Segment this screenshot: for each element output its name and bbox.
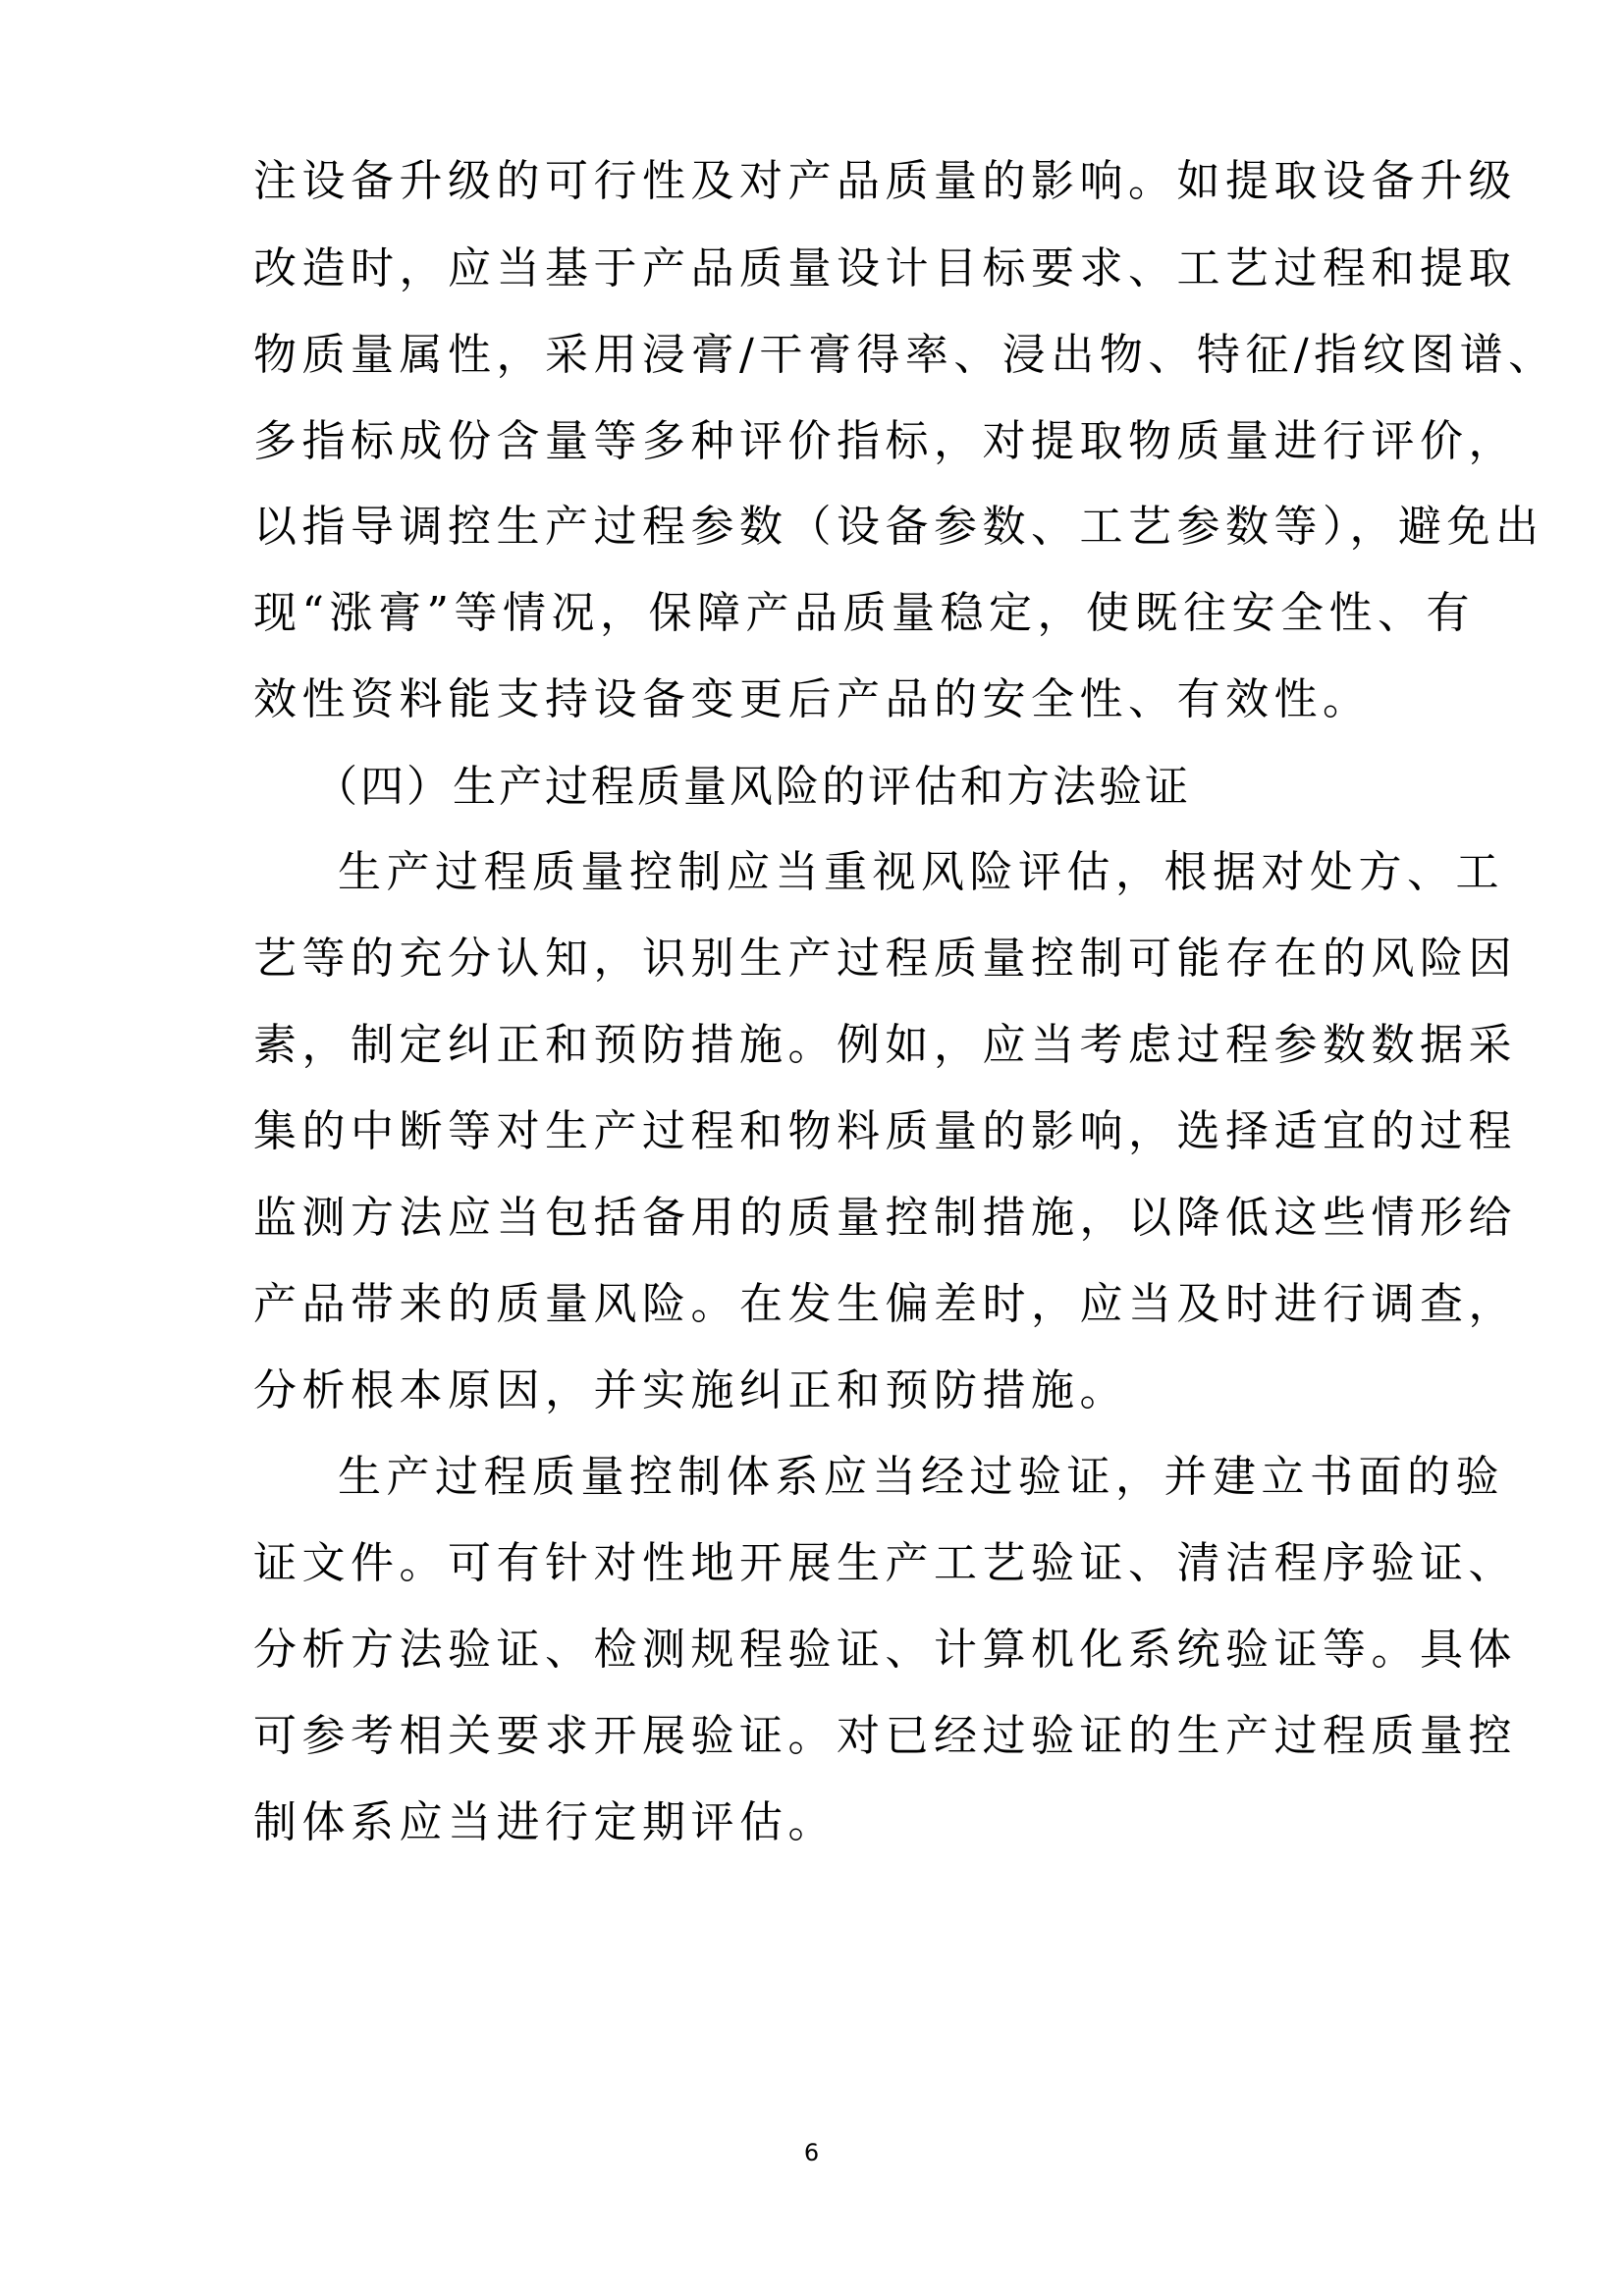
body-text-line: 素，制定纠正和预防措施。例如，应当考虑过程参数数据采 bbox=[253, 1020, 1517, 1070]
body-text-line: 物质量属性，采用浸膏/干膏得率、浸出物、特征/指纹图谱、 bbox=[253, 330, 1557, 380]
body-text-line: 效性资料能支持设备变更后产品的安全性、有效性。 bbox=[253, 674, 1372, 724]
body-text-line: 注设备升级的可行性及对产品质量的影响。如提取设备升级 bbox=[253, 156, 1517, 206]
body-text-line: 艺等的充分认知，识别生产过程质量控制可能存在的风险因 bbox=[253, 934, 1517, 984]
body-text-line: 改造时，应当基于产品质量设计目标要求、工艺过程和提取 bbox=[253, 243, 1517, 294]
paragraph-first-line: 生产过程质量控制应当重视风险评估，根据对处方、工 bbox=[338, 847, 1504, 897]
body-text-line: 可参考相关要求开展验证。对已经过验证的生产过程质量控 bbox=[253, 1711, 1517, 1761]
body-text-line: 证文件。可有针对性地开展生产工艺验证、清洁程序验证、 bbox=[253, 1538, 1517, 1588]
body-text-line: 集的中断等对生产过程和物料质量的影响，选择适宜的过程 bbox=[253, 1106, 1517, 1156]
body-text-line: 现“涨膏”等情况，保障产品质量稳定，使既往安全性、有 bbox=[253, 588, 1475, 638]
section-heading: （四）生产过程质量风险的评估和方法验证 bbox=[314, 762, 1191, 812]
body-text-line: 分析方法验证、检测规程验证、计算机化系统验证等。具体 bbox=[253, 1625, 1517, 1675]
page-number: 6 bbox=[803, 2139, 820, 2166]
body-text-line: 制体系应当进行定期评估。 bbox=[253, 1797, 837, 1847]
body-text-line: 以指导调控生产过程参数（设备参数、工艺参数等），避免出 bbox=[253, 502, 1544, 552]
paragraph-first-line: 生产过程质量控制体系应当经过验证，并建立书面的验 bbox=[338, 1452, 1504, 1502]
body-text-line: 分析根本原因，并实施纠正和预防措施。 bbox=[253, 1365, 1128, 1415]
body-text-line: 产品带来的质量风险。在发生偏差时，应当及时进行调查， bbox=[253, 1279, 1517, 1329]
body-text-line: 监测方法应当包括备用的质量控制措施，以降低这些情形给 bbox=[253, 1193, 1517, 1243]
body-text-line: 多指标成份含量等多种评价指标，对提取物质量进行评价， bbox=[253, 416, 1517, 466]
